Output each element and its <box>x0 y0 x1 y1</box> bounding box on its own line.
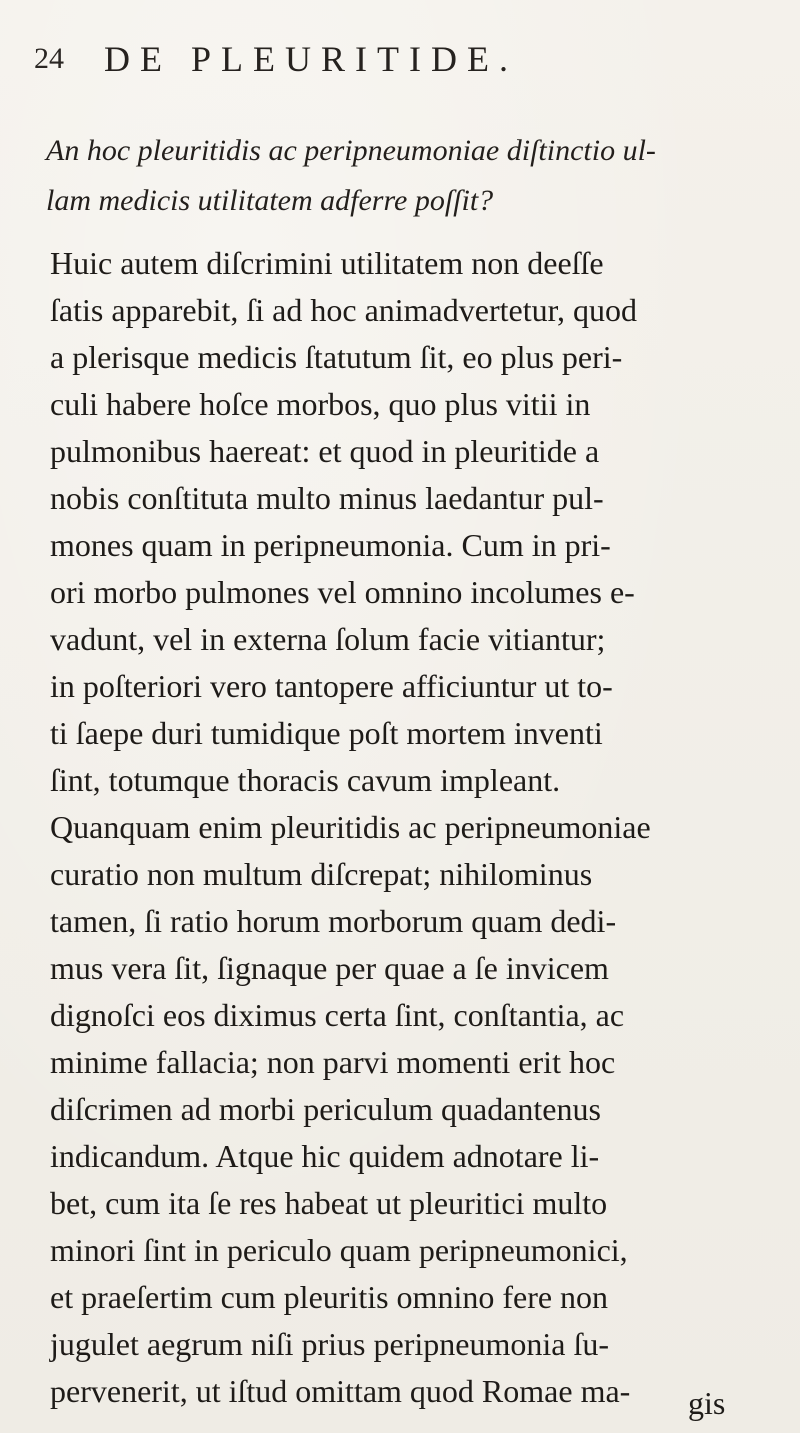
text-line: ori morbo pulmones vel omnino incolumes e- <box>50 574 635 610</box>
text-line: mus vera ſit, ſignaque per quae a ſe invicem <box>50 950 609 986</box>
text-line: pervenerit, ut iſtud omittam quod Romae ma- <box>50 1373 631 1409</box>
text-line: pulmonibus haereat: et quod in pleuritide a <box>50 433 600 469</box>
page-number: 24 <box>34 42 64 75</box>
text-line: minime fallacia; non parvi momenti erit hoc <box>50 1044 616 1080</box>
section-heading <box>46 126 766 226</box>
text-line: minori ſint in periculo quam peripneumonici, <box>50 1232 628 1268</box>
text-line: curatio non multum diſcrepat; nihilominus <box>50 856 593 892</box>
text-line: ſint, totumque thoracis cavum impleant. <box>50 762 561 798</box>
text-line: a plerisque medicis ſtatutum ſit, eo plus peri- <box>50 339 623 375</box>
section-heading-line-2: lam medicis utilitatem adferre poſſit? <box>46 184 494 217</box>
text-line: diſcrimen ad morbi periculum quadantenus <box>50 1091 601 1127</box>
section-heading-line-1: An hoc pleuritidis ac peripneumoniae diſtinctio ul- <box>46 134 656 167</box>
text-line: tamen, ſi ratio horum morborum quam dedi- <box>50 903 617 939</box>
text-line: Huic autem diſcrimini utilitatem non deeſſe <box>50 245 604 281</box>
text-line: dignoſci eos diximus certa ſint, conſtantia, ac <box>50 997 625 1033</box>
text-line: in poſteriori vero tantopere afficiuntur ut to- <box>50 668 613 704</box>
text-line: indicandum. Atque hic quidem adnotare li- <box>50 1138 600 1174</box>
catchword: gis <box>688 1385 726 1421</box>
running-title: DE PLEURITIDE. <box>104 39 518 79</box>
text-line: bet, cum ita ſe res habeat ut pleuritici multo <box>50 1185 608 1221</box>
text-line: vadunt, vel in externa ſolum facie vitiantur; <box>50 621 606 657</box>
text-line: et praeſertim cum pleuritis omnino fere non <box>50 1279 609 1315</box>
text-line: ti ſaepe duri tumidique poſt mortem inventi <box>50 715 603 751</box>
text-line: nobis conſtituta multo minus laedantur pul- <box>50 480 604 516</box>
text-line: Quanquam enim pleuritidis ac peripneumoniae <box>50 809 651 845</box>
text-line: jugulet aegrum niſi prius peripneumonia ſu- <box>50 1326 609 1362</box>
page-header <box>34 40 774 100</box>
text-line: ſatis apparebit, ſi ad hoc animadvertetur, quod <box>50 292 637 328</box>
body-paragraph <box>50 240 770 1415</box>
text-line: culi habere hoſce morbos, quo plus vitii in <box>50 386 591 422</box>
text-line: mones quam in peripneumonia. Cum in pri- <box>50 527 611 563</box>
